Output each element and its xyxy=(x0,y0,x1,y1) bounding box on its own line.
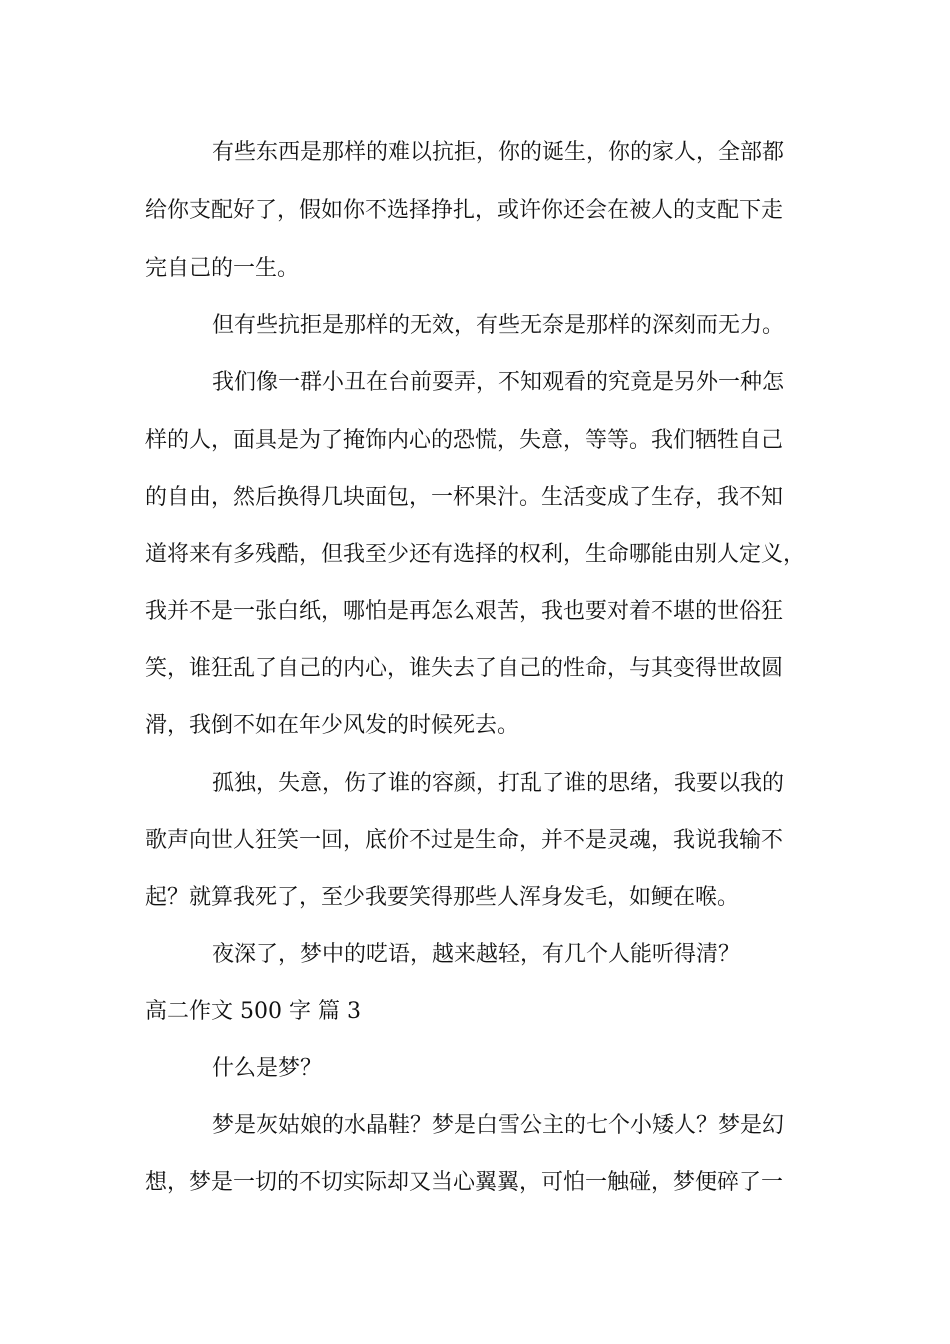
paragraph-line: 笑，谁狂乱了自己的内心，谁失去了自己的性命，与其变得世故圆 xyxy=(145,656,784,681)
paragraph-line: 孤独，失意，伤了谁的容颜，打乱了谁的思绪，我要以我的 xyxy=(212,771,785,796)
paragraph-line: 滑，我倒不如在年少风发的时候死去。 xyxy=(145,713,520,738)
paragraph-line: 的自由，然后换得几块面包，一杯果汁。生活变成了生存，我不知 xyxy=(145,485,784,510)
paragraph-line: 夜深了，梦中的呓语，越来越轻，有几个人能听得清？ xyxy=(212,942,741,967)
paragraph-line: 歌声向世人狂笑一回，底价不过是生命，并不是灵魂，我说我输不 xyxy=(145,828,784,853)
paragraph-line: 我们像一群小丑在台前耍弄，不知观看的究竟是另外一种怎 xyxy=(212,370,785,395)
paragraph-line: 什么是梦？ xyxy=(212,1056,323,1081)
paragraph-line: 想，梦是一切的不切实际却又当心翼翼，可怕一触碰，梦便碎了一 xyxy=(145,1170,784,1195)
paragraph-line: 但有些抗拒是那样的无效，有些无奈是那样的深刻而无力。 xyxy=(212,313,785,338)
paragraph-line: 道将来有多残酷，但我至少还有选择的权利，生命哪能由别人定义， xyxy=(145,542,806,567)
paragraph-line: 给你支配好了，假如你不选择挣扎，或许你还会在被人的支配下走 xyxy=(145,198,784,223)
paragraph-line: 样的人，面具是为了掩饰内心的恐慌，失意，等等。我们牺牲自己 xyxy=(145,428,784,453)
paragraph-line: 我并不是一张白纸，哪怕是再怎么艰苦，我也要对着不堪的世俗狂 xyxy=(145,599,784,624)
section-heading: 高二作文 500 字 篇 3 xyxy=(145,999,361,1024)
paragraph-line: 梦是灰姑娘的水晶鞋？梦是白雪公主的七个小矮人？梦是幻 xyxy=(212,1113,785,1138)
paragraph-line: 起？就算我死了，至少我要笑得那些人浑身发毛，如鲠在喉。 xyxy=(145,885,740,910)
paragraph-line: 有些东西是那样的难以抗拒，你的诞生，你的家人，全部都 xyxy=(212,140,785,165)
paragraph-line: 完自己的一生。 xyxy=(145,256,300,281)
